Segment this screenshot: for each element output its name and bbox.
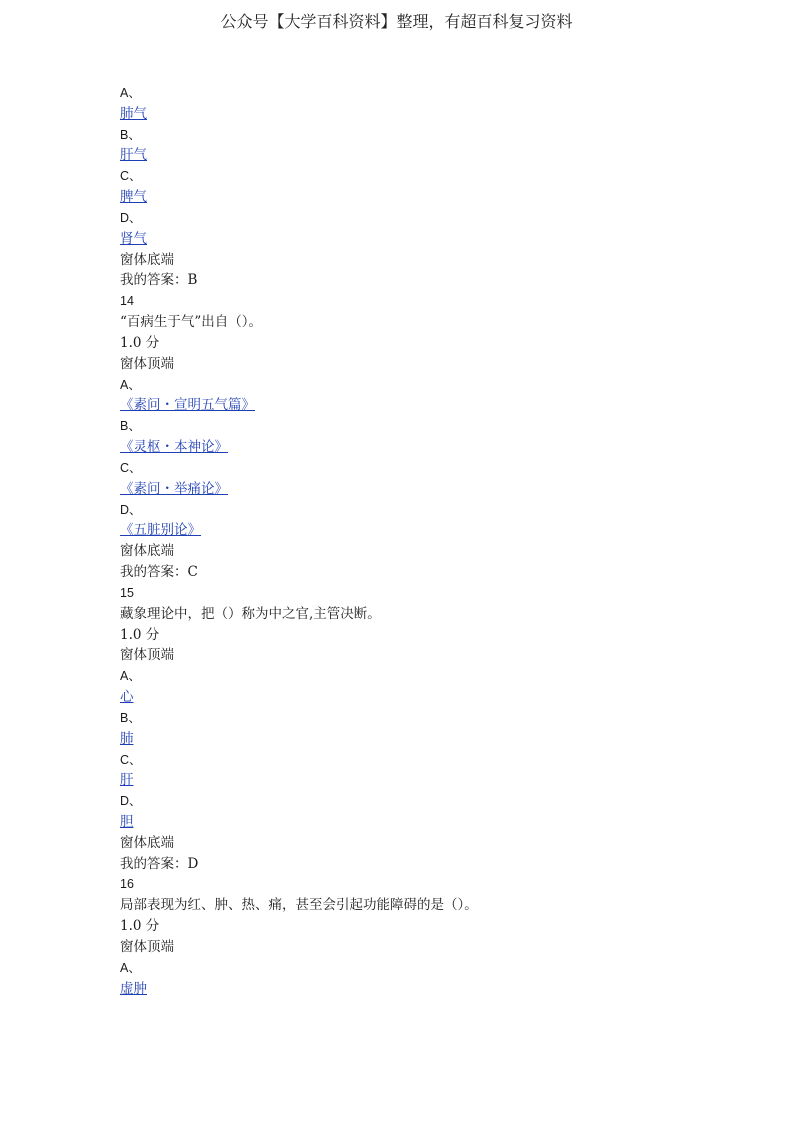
- my-answer: 我的答案：D: [120, 855, 199, 872]
- question-text: 局部表现为红、肿、热、痛，甚至会引起功能障碍的是（）。: [120, 897, 478, 914]
- option-letter: A、: [120, 86, 141, 100]
- question-text: 藏象理论中，把（）称为中之官,主管决断。: [120, 605, 381, 622]
- option-link[interactable]: 肝气: [120, 147, 147, 164]
- option-link[interactable]: 《灵枢・本神论》: [120, 439, 228, 456]
- form-marker: 窗体顶端: [120, 938, 174, 955]
- question-number: 15: [120, 585, 134, 600]
- option-letter: A、: [120, 669, 141, 684]
- form-marker: 窗体底端: [120, 251, 174, 268]
- form-marker: 窗体顶端: [120, 647, 174, 664]
- option-link[interactable]: 肺气: [120, 105, 147, 122]
- option-letter: B、: [120, 127, 141, 142]
- option-letter: D、: [120, 502, 142, 517]
- option-link[interactable]: 《五脏别论》: [120, 522, 201, 539]
- form-marker: 窗体顶端: [120, 355, 174, 372]
- my-answer: 我的答案：B: [120, 272, 198, 289]
- question-number: 14: [120, 294, 134, 309]
- option-letter: D、: [120, 794, 142, 809]
- question-score: 1.0 分: [120, 334, 160, 351]
- option-link[interactable]: 肺: [120, 730, 134, 747]
- option-link[interactable]: 虚肿: [120, 980, 147, 997]
- document-body: [120, 83, 720, 999]
- option-link[interactable]: 肾气: [120, 230, 147, 247]
- option-link[interactable]: 心: [120, 689, 134, 706]
- my-answer: 我的答案：C: [120, 564, 198, 581]
- option-letter: A、: [120, 377, 141, 392]
- form-marker: 窗体底端: [120, 834, 174, 851]
- option-letter: C、: [120, 460, 142, 475]
- option-letter: B、: [120, 710, 141, 725]
- option-link[interactable]: 肝: [120, 772, 134, 789]
- option-link[interactable]: 脾气: [120, 189, 147, 206]
- question-score: 1.0 分: [120, 918, 160, 935]
- option-link[interactable]: 胆: [120, 813, 134, 830]
- question-score: 1.0 分: [120, 626, 160, 643]
- form-marker: 窗体底端: [120, 543, 174, 560]
- option-letter: B、: [120, 419, 141, 434]
- question-text: “百病生于气”出自（）。: [120, 314, 263, 331]
- option-letter: A、: [120, 960, 141, 975]
- option-letter: C、: [120, 752, 142, 767]
- option-link[interactable]: 《素问・宣明五气篇》: [120, 397, 255, 414]
- question-number: 16: [120, 877, 134, 892]
- option-letter: C、: [120, 169, 142, 184]
- page-header: 公众号【大学百科资料】整理，有超百科复习资料: [220, 12, 573, 31]
- option-letter: D、: [120, 210, 142, 225]
- option-link[interactable]: 《素问・举痛论》: [120, 480, 228, 497]
